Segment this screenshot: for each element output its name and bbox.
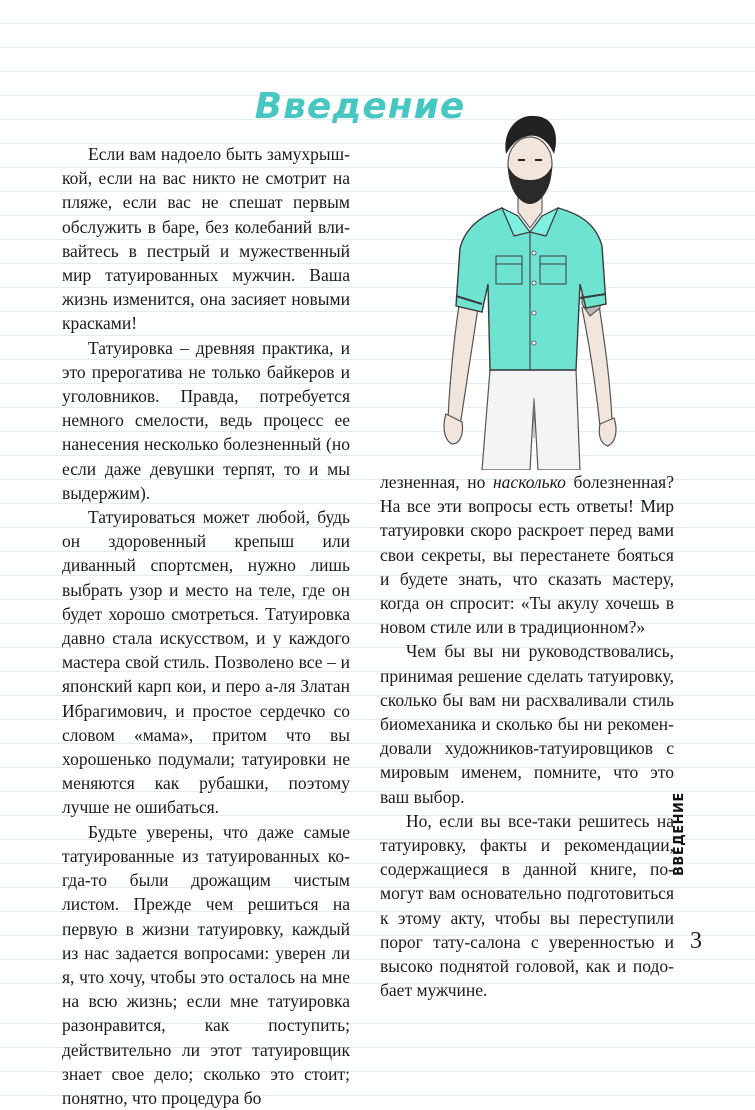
page-number: 3 bbox=[690, 928, 702, 954]
paragraph-4-part-a: лезненная, но bbox=[380, 472, 493, 492]
paragraph-1: Если вам надоело быть замухрышкой, если на вас никто не смотрит на пляже, если вас не спешат первым обслужить в баре, без колебаний вливайтесь в пестрый и мужественный мир татуированных мужчин. Ваша жизнь изменится, она засияет новыми красками! bbox=[62, 144, 350, 334]
paragraph-6: Но, если вы все-таки решитесь на татуировку, факты и рекомендации, содержащиеся в данной книге, помогут вам основательно подготовиться к этому акту, чтобы вы переступили порог тату-салона с уверенностью и высоко поднятой головой, как и подобает мужчине. bbox=[380, 810, 674, 1001]
paragraph-4: Будьте уверены, что даже самые татуированные из татуированных когда-то были дрожащим чистым листом. Прежде чем решиться на первую в жизни татуировку, каждый из нас задается вопросами: уверен ли я, что хочу, чтобы это осталось на мне на всю жизнь; если мне татуировка разонравится, как поступить; действительно ли этот татуировщик знает свое дело; сколько это стоит; понятно, что процедура бо bbox=[62, 821, 350, 1108]
paragraph-3: Татуироваться может любой, будь он здоровенный крепыш или диванный спортсмен, нужно лишь выбрать узор и место на теле, где он будет хорошо смотреться. Татуировка давно стала искусством, и у каждого мастера свой стиль. Позволено все – и японский карп кои, и перо а-ля Златан Ибрагимович, и простое сердечко со словом «мама», притом что вы хорошенько подумали; татуировки не меняются как рубашки, поэтому лучше не ошибаться. bbox=[62, 507, 350, 818]
paragraph-4-continued bbox=[380, 470, 674, 639]
paragraph-2: Татуировка – древняя практика, и это прерогатива не только байкеров и уголовников. Правда, потребуется немного смелости, ведь процесс ее нанесения несколько болезненный (но если даже девушки терпят, то и мы выдержим). bbox=[62, 337, 350, 503]
chapter-side-label: ВВЕДЕНИЕ bbox=[672, 792, 687, 876]
text-column-right bbox=[380, 470, 674, 1002]
bearded-man-with-tattoo-icon bbox=[430, 108, 630, 470]
page-title: Введение bbox=[254, 86, 466, 128]
paragraph-4-part-b: болезненная? На все эти вопросы есть ответы! Мир татуировки скоро раскроет перед вами свои секреты, вы перестанете бояться и будете знать, что сказать мастеру, когда он спросит: «Ты акулу хочешь в новом стиле или в традиционном?» bbox=[380, 472, 675, 638]
paragraph-5: Чем бы вы ни руководствовались, принимая решение сделать татуировку, сколько бы вам ни расхваливали стиль биомеханика и сколько бы ни рекомендовали художников-татуировщиков с мировым именем, помните, что это ваш выбор. bbox=[380, 641, 674, 807]
text-column-left bbox=[62, 142, 350, 1110]
emphasis-naskolko: насколько bbox=[493, 472, 566, 492]
